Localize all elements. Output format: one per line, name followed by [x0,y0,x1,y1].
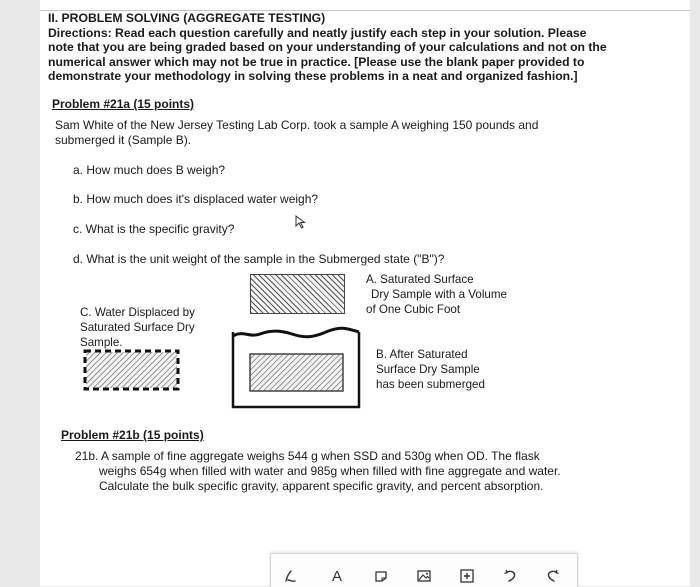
shape-tool-icon[interactable] [373,568,389,584]
directions-line-1: Directions: Read each question carefully and neatly justify each step in your solution. Please [48,26,587,40]
mouse-cursor-icon [295,215,307,229]
sample-a-block [250,274,345,314]
question-a: a. How much does B weigh? [73,163,226,177]
redo-icon[interactable] [545,568,561,584]
pen-tool-icon[interactable] [283,568,299,584]
undo-icon[interactable] [502,568,518,584]
submerged-container [230,322,362,410]
directions-line-4: demonstrate your methodology in solving these problems in a neat and organized fashion.] [48,69,578,83]
question-b: b. How much does it's displaced water weigh? [73,192,319,206]
problem-21b-heading: Problem #21b (15 points) [61,428,204,442]
label-a-line-2: Dry Sample with a Volume [371,288,507,301]
label-b-line-1: B. After Saturated [376,348,468,361]
problem-21a-intro-2: submerged it (Sample B). [55,133,192,147]
question-d: d. What is the unit weight of the sample in the Submerged state ("B")? [73,252,445,266]
directions-line-3: numerical answer which may not be true in practice. [Please use the blank paper provided to [48,55,585,69]
label-b-line-2: Surface Dry Sample [376,363,480,376]
add-box-icon[interactable] [459,568,475,584]
problem-21a-heading: Problem #21a (15 points) [52,97,195,111]
displaced-water-block [82,348,182,392]
worksheet-page [40,0,690,586]
problem-21a-intro-1: Sam White of the New Jersey Testing Lab Corp. took a sample A weighing 150 pounds and [55,118,539,132]
label-c-line-3: Sample. [80,336,123,349]
section-title: II. PROBLEM SOLVING (AGGREGATE TESTING) [48,11,326,25]
problem-21b-line-2: weighs 654g when filled with water and 985g when filled with fine aggregate and water. [99,464,561,478]
directions-line-2: note that you are being graded based on your understanding of your calculations and not on the [48,40,607,54]
problem-21b-line-3: Calculate the bulk specific gravity, apparent specific gravity, and percent absorption. [99,479,544,493]
annotation-toolbar [270,553,578,587]
label-c-line-2: Saturated Surface Dry [80,321,195,334]
question-c: c. What is the specific gravity? [73,222,235,236]
image-tool-icon[interactable] [416,568,432,584]
label-a-line-1: A. Saturated Surface [366,273,474,286]
label-a-line-3: of One Cubic Foot [366,303,461,316]
label-c-line-1: C. Water Displaced by [80,306,195,319]
label-b-line-3: has been submerged [376,378,485,391]
problem-21b-line-1: 21b. A sample of fine aggregate weighs 544 g when SSD and 530g when OD. The flask [75,449,540,463]
text-tool-button[interactable]: A [331,567,342,585]
